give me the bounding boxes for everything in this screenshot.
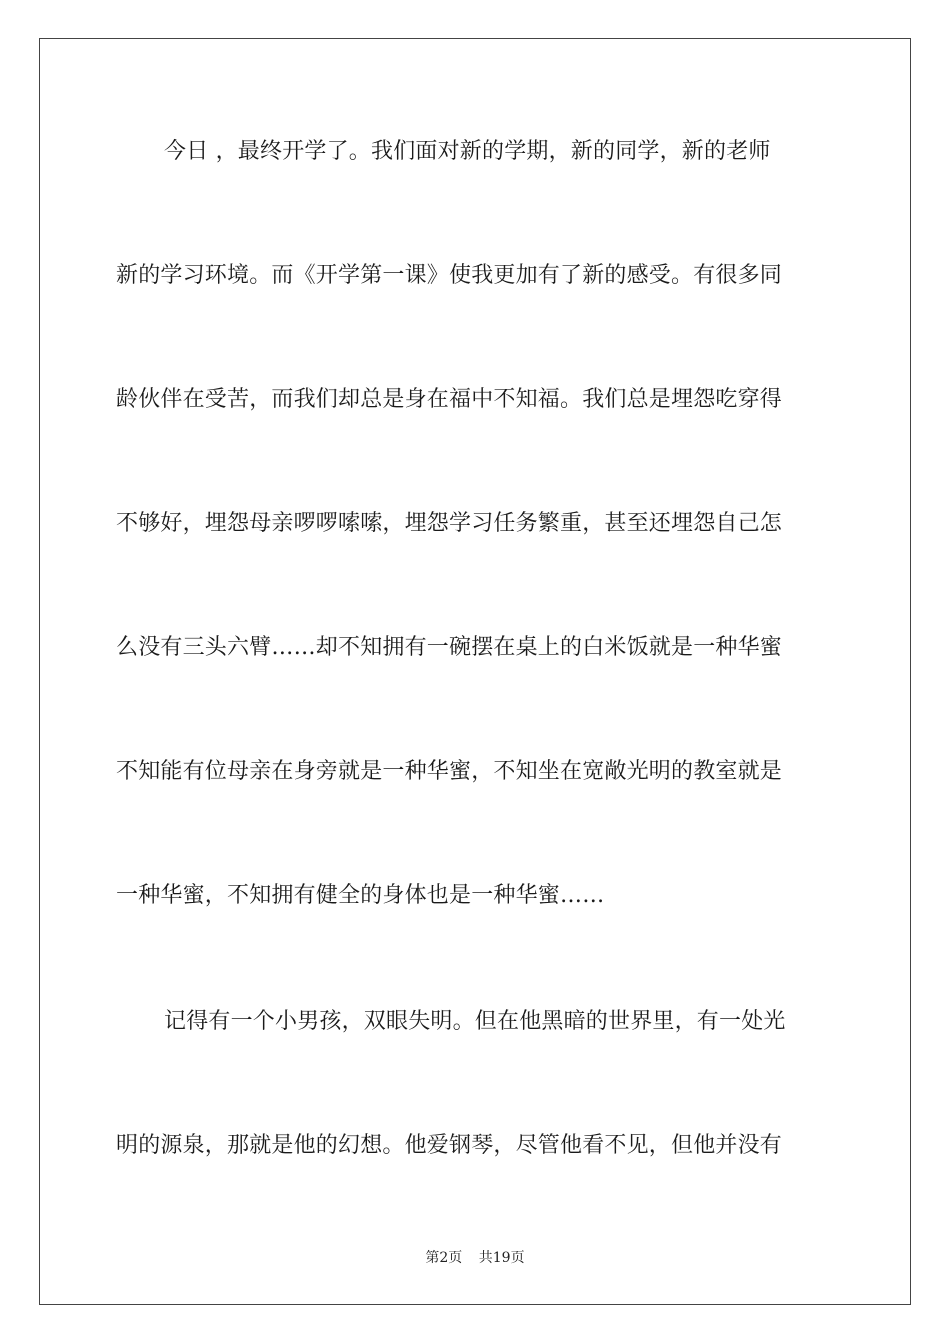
paragraph-1-line-2: 新的学习环境。而《开学第一课》使我更加有了新的感受。有很多同 (116, 263, 783, 288)
paragraph-1-line-3: 龄伙伴在受苦，而我们却总是身在福中不知福。我们总是埋怨吃穿得 (116, 387, 783, 412)
paragraph-2-line-1: 记得有一个小男孩，双眼失明。但在他黑暗的世界里，有一处光 (164, 1009, 786, 1034)
paragraph-1-line-4: 不够好，埋怨母亲啰啰嗦嗦，埋怨学习任务繁重，甚至还埋怨自己怎 (116, 511, 783, 536)
page-border (39, 38, 911, 1305)
paragraph-1-line-5: 么没有三头六臂……却不知拥有一碗摆在桌上的白米饭就是一种华蜜 (116, 635, 783, 660)
paragraph-1-line-1: 今日 ，最终开学了。我们面对新的学期，新的同学，新的老师 (164, 139, 771, 164)
paragraph-1-line-6: 不知能有位母亲在身旁就是一种华蜜，不知坐在宽敞光明的教室就是 (116, 759, 783, 784)
paragraph-1-line-7: 一种华蜜，不知拥有健全的身体也是一种华蜜…… (116, 883, 605, 908)
page-number: 第2页 (425, 1250, 463, 1266)
page-footer (0, 1247, 950, 1267)
total-pages: 共19页 (478, 1250, 525, 1266)
paragraph-2-line-2: 明的源泉，那就是他的幻想。他爱钢琴，尽管他看不见，但他并没有 (116, 1133, 783, 1158)
